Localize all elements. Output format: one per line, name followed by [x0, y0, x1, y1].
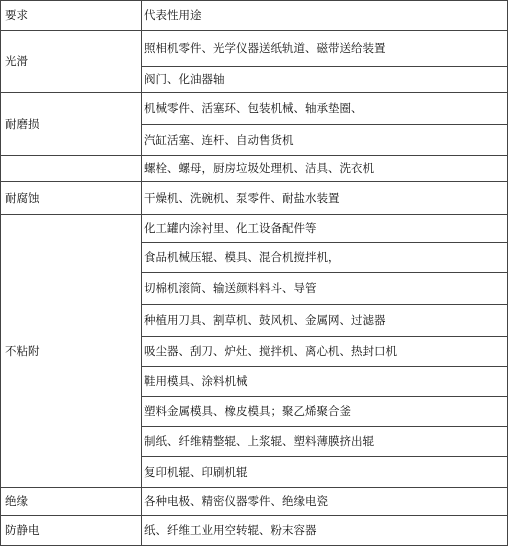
table-rule	[141, 396, 508, 397]
table-rule	[0, 30, 508, 31]
usage-item: 吸尘器、刮刀、炉灶、搅拌机、离心机、热封口机	[144, 344, 397, 358]
table-rule	[141, 272, 508, 273]
usage-item: 化工罐内涂衬里、化工设备配件等	[144, 221, 317, 235]
requirement-label: 耐磨损	[5, 117, 40, 131]
requirement-label: 光滑	[5, 54, 28, 68]
table-rule	[0, 181, 508, 182]
requirement-label: 防静电	[5, 523, 40, 537]
requirement-label: 不粘附	[5, 344, 40, 358]
usage-item: 照相机零件、光学仪器送纸轨道、磁带送给装置	[144, 41, 386, 55]
table-rule	[0, 487, 508, 488]
usage-item: 制纸、纤维精整辊、上浆辊、塑料薄膜挤出辊	[144, 434, 374, 448]
table-rule	[507, 0, 508, 546]
table-rule	[0, 92, 508, 93]
requirement-label: 耐腐蚀	[5, 191, 40, 205]
header-requirement: 要求	[5, 8, 28, 22]
table-rule	[0, 155, 508, 156]
usage-item: 食品机械压辊、模具、混合机搅拌机，	[144, 250, 340, 264]
table-rule	[141, 456, 508, 457]
table-rule	[0, 0, 1, 546]
requirement-label: 绝缘	[5, 494, 28, 508]
usage-item: 纸、纤维工业用空转辊、粉末容器	[144, 523, 317, 537]
usage-item: 种植用刀具、割草机、鼓风机、金属网、过滤器	[144, 313, 386, 327]
usage-item: 阀门、化油器轴	[144, 72, 225, 86]
table-rule	[141, 124, 508, 125]
table-rule	[141, 242, 508, 243]
table-rule	[141, 426, 508, 427]
header-typical-uses: 代表性用途	[144, 8, 202, 22]
table-rule	[141, 366, 508, 367]
table-rule	[0, 214, 508, 215]
usage-item: 鞋用模具、涂料机械	[144, 374, 248, 388]
usage-item: 塑料金属模具、橡皮模具；聚乙烯聚合釜	[144, 404, 351, 418]
usage-item: 复印机辊、印刷机辊	[144, 465, 248, 479]
usage-item: 切棉机滚筒、输送颜料料斗、导管	[144, 281, 317, 295]
usage-item: 螺栓、螺母，厨房垃圾处理机、洁具、洗衣机	[144, 161, 374, 175]
table-rule	[0, 545, 508, 546]
usage-item: 干燥机、洗碗机、泵零件、耐盐水装置	[144, 191, 340, 205]
table-rule	[141, 336, 508, 337]
table-rule	[0, 515, 508, 516]
usage-item: 各种电极、精密仪器零件、绝缘电瓷	[144, 494, 328, 508]
usage-item: 汽缸活塞、连杆、自动售货机	[144, 133, 294, 147]
table-rule	[141, 0, 142, 546]
usage-item: 机械零件、活塞环、包装机械、轴承垫圈、	[144, 101, 363, 115]
table-rule	[141, 66, 508, 67]
table-rule	[141, 304, 508, 305]
table-rule	[0, 0, 508, 1]
